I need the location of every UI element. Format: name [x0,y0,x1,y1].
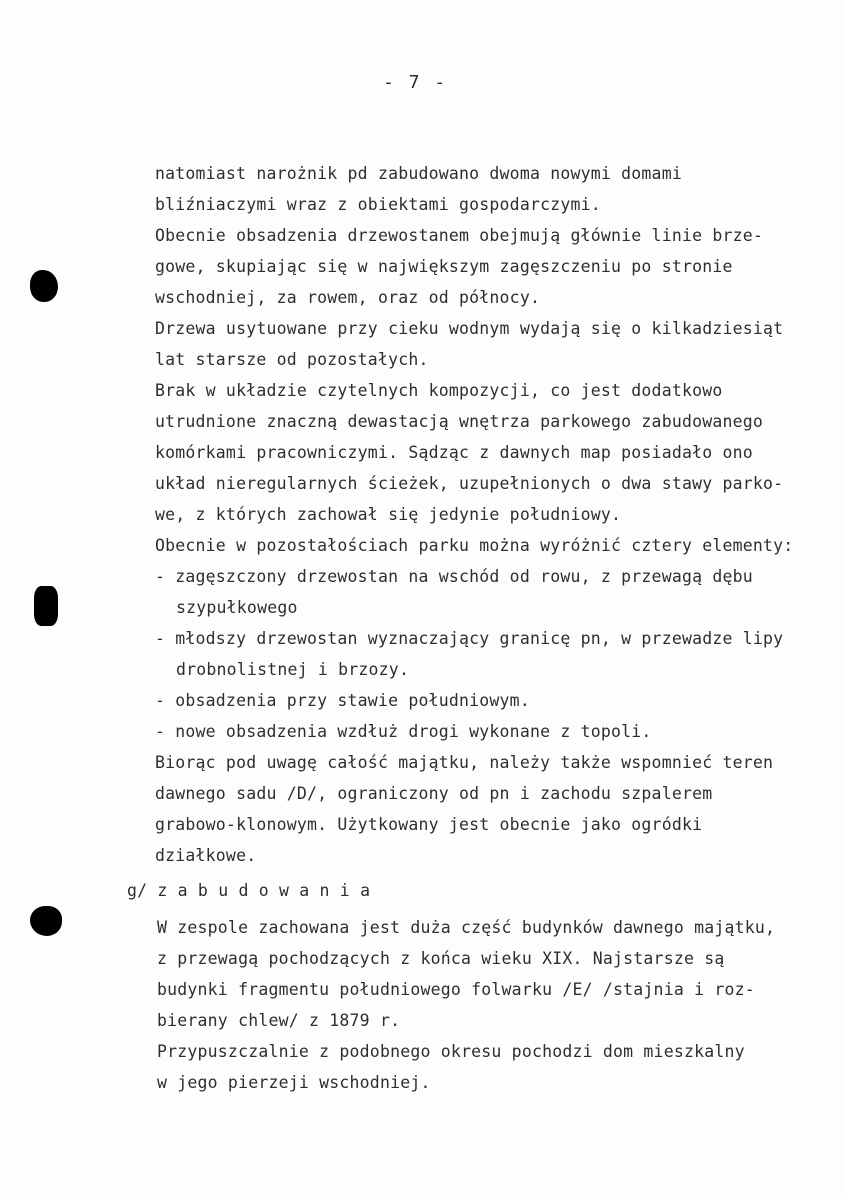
text-line: Obecnie obsadzenia drzewostanem obejmują głównie linie brze- [155,226,764,245]
list-item-continuation: drobnolistnej i brzozy. [176,660,410,679]
punch-hole [30,270,58,302]
list-item: - zagęszczony drzewostan na wschód od rowu, z przewagą dębu [155,567,753,586]
text-line: Przypuszczalnie z podobnego okresu pochodzi dom mieszkalny [157,1042,745,1061]
text-line: lat starsze od pozostałych. [155,350,429,369]
list-item-continuation: szypułkowego [176,598,298,617]
punch-hole [34,586,58,626]
text-line: we, z których zachował się jedynie południowy. [155,505,622,524]
text-line: w jego pierzeji wschodniej. [157,1073,431,1092]
text-line: W zespole zachowana jest duża część budynków dawnego majątku, [157,918,776,937]
text-line: Biorąc pod uwagę całość majątku, należy także wspomnieć teren [155,753,774,772]
text-line: dawnego sadu /D/, ograniczony od pn i zachodu szpalerem [155,784,713,803]
punch-hole [30,906,62,936]
list-item: - obsadzenia przy stawie południowym. [155,691,530,710]
page-number: - 7 - [383,72,448,93]
text-line: utrudnione znaczną dewastacją wnętrza parkowego zabudowanego [155,412,764,431]
text-line: grabowo-klonowym. Użytkowany jest obecnie jako ogródki [155,815,703,834]
text-line: budynki fragmentu południowego folwarku /E/ /stajnia i roz- [157,980,755,999]
text-line: Brak w układzie czytelnych kompozycji, co jest dodatkowo [155,381,723,400]
text-line: natomiast narożnik pd zabudowano dwoma nowymi domami [155,164,682,183]
section-heading: g/ z a b u d o w a n i a [127,881,371,900]
text-line: Obecnie w pozostałościach parku można wyróżnić cztery elementy: [155,536,794,555]
text-line: gowe, skupiając się w największym zagęszczeniu po stronie [155,257,733,276]
text-line: wschodniej, za rowem, oraz od północy. [155,288,541,307]
text-line: bliźniaczymi wraz z obiektami gospodarczymi. [155,195,601,214]
list-item: - młodszy drzewostan wyznaczający granicę pn, w przewadze lipy [155,629,784,648]
text-line: komórkami pracowniczymi. Sądząc z dawnych map posiadało ono [155,443,753,462]
text-line: Drzewa usytuowane przy cieku wodnym wydają się o kilkadziesiąt [155,319,784,338]
text-line: z przewagą pochodzących z końca wieku XIX. Najstarsze są [157,949,725,968]
text-line: układ nieregularnych ścieżek, uzupełnionych o dwa stawy parko- [155,474,784,493]
text-line: bierany chlew/ z 1879 r. [157,1011,401,1030]
text-line: działkowe. [155,846,257,865]
list-item: - nowe obsadzenia wzdłuż drogi wykonane z topoli. [155,722,652,741]
